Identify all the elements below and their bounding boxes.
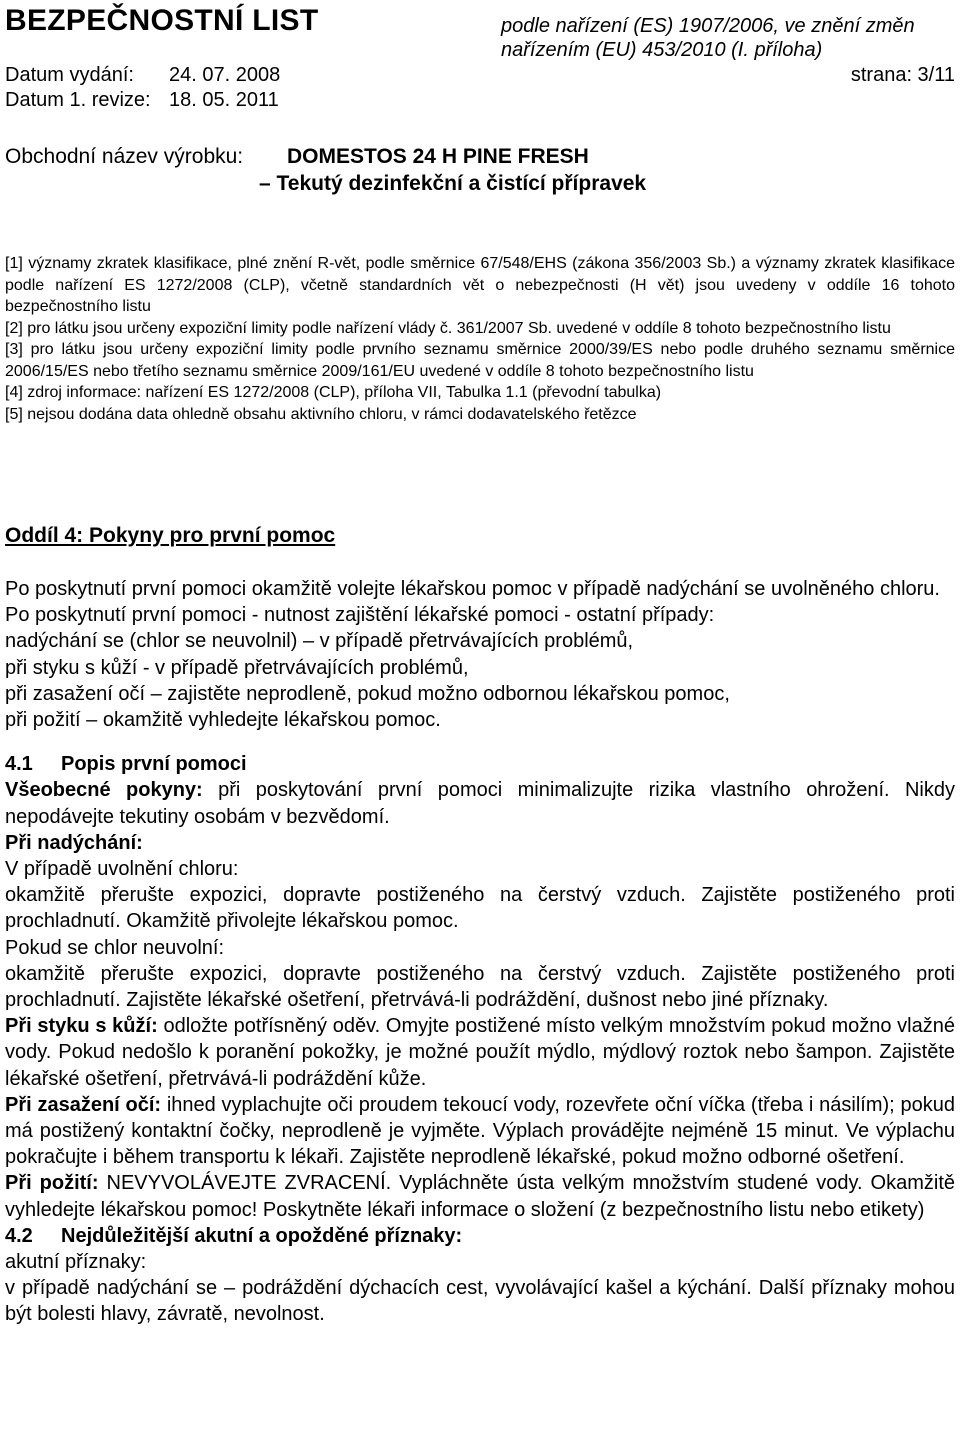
footnote-4: [4] zdroj informace: nařízení ES 1272/2008 (CLP), příloha VII, Tabulka 1.1 (převodní tabulka): [5, 384, 662, 401]
footnote-5: [5] nejsou dodána data ohledně obsahu aktivního chloru, v rámci dodavatelského řetězce: [5, 405, 637, 423]
regulation-reference: [501, 14, 915, 62]
general-instructions: [5, 777, 955, 829]
revision-date-value: 18. 05. 2011: [169, 89, 279, 111]
eye-contact-label: Při zasažení očí:: [5, 1093, 162, 1116]
issue-date-value: 24. 07. 2008: [169, 64, 281, 86]
intro-paragraph-1: Po poskytnutí první pomoci okamžitě volejte lékařskou pomoc v případě nadýchání se uvolněného chloru.: [5, 578, 940, 600]
issue-date-label: Datum vydání:: [5, 64, 134, 86]
general-instructions-text: při poskytování první pomoci minimalizujte rizika vlastního ohrožení. Nikdy nepodávejte tekutiny osobám v bezvědomí.: [5, 779, 955, 828]
product-description: – Tekutý dezinfekční a čistící přípravek: [259, 172, 647, 195]
section-4-body: [5, 576, 955, 1328]
revision-date-label: Datum 1. revize:: [5, 89, 151, 111]
header-top: [5, 4, 955, 61]
inhalation-chlorine-released-text: okamžitě přerušte expozici, dopravte postiženého na čerstvý vzduch. Zajistěte postiženého proti prochladnutí. Okamžitě přivolejte lékařskou pomoc.: [5, 884, 955, 933]
inhalation-chlorine-released: V případě uvolnění chloru:: [5, 858, 239, 881]
subsection-4-2-number: 4.2: [5, 1224, 33, 1247]
subsection-4-1-number: 4.1: [5, 753, 33, 776]
inhalation-heading: Při nadýchání:: [5, 831, 143, 854]
regulation-line-1: podle nařízení (ES) 1907/2006, ve znění změn: [501, 15, 915, 37]
ingestion: [5, 1170, 955, 1222]
intro-line-eyes: při zasažení očí – zajistěte neprodleně, pokud možno odbornou lékařskou pomoc,: [5, 682, 730, 705]
footnote-1: [1] významy zkratek klasifikace, plné znění R-vět, podle směrnice 67/548/EHS (zákona 356/2003 Sb.) a významy zkratek klasifikace podle nařízení ES 1272/2008 (CLP), včetně standardních vět o nebezpečnosti (H vět) jsou uvedeny v oddíle 16 tohoto bezpečnostního listu: [5, 255, 955, 315]
eye-contact-text: ihned vyplachujte oči proudem tekoucí vody, rozevřete oční víčka (třeba i násilím); pokud má postižený kontaktní čočky, neprodleně je vyjměte. Výplach provádějte nejméně 15 minut. Ve výplachu pokračujte i během transportu k lékaři. Zajistěte neprodleně lékařské, pokud možno odborné ošetření.: [5, 1093, 955, 1169]
ingestion-text: NEVYVOLÁVEJTE ZVRACENÍ. Vypláchněte ústa velkým množstvím studené vody. Okamžitě vyhledejte lékařskou pomoc! Poskytněte lékaři informace o složení (z bezpečnostního listu nebo etikety): [5, 1172, 956, 1221]
page-number: strana: 3/11: [850, 64, 955, 86]
inhalation-label: [5, 830, 955, 856]
general-instructions-label: Všeobecné pokyny:: [5, 779, 203, 802]
intro-line-skin: při styku s kůží - v případě přetrvávajících problémů,: [5, 656, 469, 679]
skin-contact: [5, 1013, 955, 1092]
intro-line-ingestion: při požití – okamžitě vyhledejte lékařskou pomoc.: [5, 709, 441, 732]
revision-date-row: [5, 89, 279, 112]
issue-date-row: [5, 64, 280, 87]
trade-name-row: [5, 145, 589, 169]
subsection-4-1-title: [5, 751, 955, 777]
eye-contact: [5, 1092, 955, 1171]
regulation-line-2: nařízením (EU) 453/2010 (I. příloha): [501, 39, 823, 61]
intro-line-inhalation: nadýchání se (chlor se neuvolnil) – v případě přetrvávajících problémů,: [5, 630, 634, 653]
skin-contact-text: odložte potřísněný oděv. Omyjte postižené místo velkým množstvím pokud možno vlažné vody. Pokud nedošlo k poranění pokožky, je možné použít mýdlo, mýdlový roztok nebo šampon. Zajistěte lékařské ošetření, přetrvává-li podráždění kůže.: [5, 1015, 955, 1090]
footnote-2: [2] pro látku jsou určeny expoziční limity podle nařízení vlády č. 361/2007 Sb. uvedené v oddíle 8 tohoto bezpečnostního listu: [5, 319, 891, 337]
document-title: BEZPEČNOSTNÍ LIST: [5, 4, 319, 37]
trade-name-value: DOMESTOS 24 H PINE FRESH: [287, 145, 589, 168]
intro-paragraph-2: Po poskytnutí první pomoci - nutnost zajištění lékařské pomoci - ostatní případy:: [5, 604, 715, 627]
footnote-3: [3] pro látku jsou určeny expoziční limity podle prvního seznamu směrnice 2000/39/ES nebo podle druhého seznamu směrnice 2006/15/ES nebo třetího seznamu směrnice 2009/161/EU uvedené v oddíle 8 tohoto bezpečnostního listu: [5, 341, 955, 380]
section-4-title: Oddíl 4: Pokyny pro první pomoc: [5, 524, 336, 547]
subsection-4-1-label: Popis první pomoci: [61, 753, 247, 776]
footnotes: [5, 253, 955, 425]
skin-contact-label: Při styku s kůží:: [5, 1015, 158, 1038]
acute-symptoms-text: v případě nadýchání se – podráždění dýchacích cest, vyvolávající kašel a kýchání. Další příznaky mohou být bolesti hlavy, závratě, nevolnost.: [5, 1277, 955, 1326]
spacer: [5, 733, 955, 751]
ingestion-label: Při požití:: [5, 1172, 99, 1195]
subsection-4-2-title: [5, 1223, 955, 1249]
subsection-4-2-label: Nejdůležitější akutní a opožděné příznaky:: [61, 1224, 463, 1247]
trade-name-label: Obchodní název výrobku:: [5, 145, 244, 168]
inhalation-chlorine-not-released: Pokud se chlor neuvolní:: [5, 936, 225, 959]
inhalation-chlorine-not-released-text: okamžitě přerušte expozici, dopravte postiženého na čerstvý vzduch. Zajistěte postiženého proti prochladnutí. Zajistěte lékařské ošetření, přetrvává-li podráždění, dušnost nebo jiné příznaky.: [5, 962, 955, 1012]
acute-symptoms-label: akutní příznaky:: [5, 1251, 147, 1274]
